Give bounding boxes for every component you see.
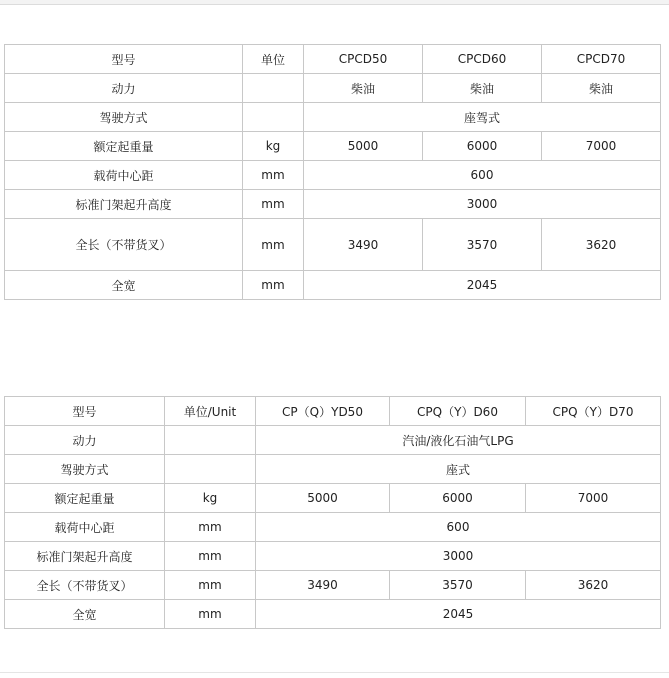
- load-value: 6000: [390, 484, 526, 513]
- model-cpqyd70: CPQ（Y）D70: [526, 397, 661, 426]
- width-label: 全宽: [5, 600, 165, 629]
- lift-unit: mm: [243, 190, 304, 219]
- table-row: [5, 219, 661, 271]
- load-unit: kg: [165, 484, 256, 513]
- table-row: [5, 484, 661, 513]
- table-row: [5, 600, 661, 629]
- center-label: 载荷中心距: [5, 161, 243, 190]
- table-header-row: [5, 45, 661, 74]
- unit-label: 单位/Unit: [165, 397, 256, 426]
- width-unit: mm: [243, 271, 304, 300]
- unit-label: 单位: [243, 45, 304, 74]
- length-value: 3570: [423, 219, 542, 271]
- length-value: 3570: [390, 571, 526, 600]
- model-cpcd50: CPCD50: [304, 45, 423, 74]
- load-value: 5000: [256, 484, 390, 513]
- length-label: 全长（不带货叉）: [5, 219, 243, 271]
- width-value: 2045: [304, 271, 661, 300]
- length-value: 3620: [542, 219, 661, 271]
- spec-table-diesel: [4, 44, 661, 300]
- length-unit: mm: [165, 571, 256, 600]
- driving-label: 驾驶方式: [5, 103, 243, 132]
- lift-label: 标准门架起升高度: [5, 542, 165, 571]
- load-value: 7000: [526, 484, 661, 513]
- table-header-row: [5, 397, 661, 426]
- center-label: 载荷中心距: [5, 513, 165, 542]
- power-label: 动力: [5, 74, 243, 103]
- driving-value: 座式: [256, 455, 661, 484]
- length-label: 全长（不带货叉）: [5, 571, 165, 600]
- driving-unit: [165, 455, 256, 484]
- width-unit: mm: [165, 600, 256, 629]
- table-row: [5, 542, 661, 571]
- load-value: 5000: [304, 132, 423, 161]
- model-cpqyd60: CPQ（Y）D60: [390, 397, 526, 426]
- center-unit: mm: [165, 513, 256, 542]
- length-value: 3620: [526, 571, 661, 600]
- table-row: [5, 190, 661, 219]
- power-value: 汽油/液化石油气LPG: [256, 426, 661, 455]
- power-value: 柴油: [423, 74, 542, 103]
- power-value: 柴油: [304, 74, 423, 103]
- length-value: 3490: [256, 571, 390, 600]
- model-label: 型号: [5, 45, 243, 74]
- power-value: 柴油: [542, 74, 661, 103]
- load-unit: kg: [243, 132, 304, 161]
- power-label: 动力: [5, 426, 165, 455]
- lift-value: 3000: [256, 542, 661, 571]
- table-row: [5, 132, 661, 161]
- center-unit: mm: [243, 161, 304, 190]
- lift-value: 3000: [304, 190, 661, 219]
- model-cpqyd50: CP（Q）YD50: [256, 397, 390, 426]
- center-value: 600: [256, 513, 661, 542]
- driving-label: 驾驶方式: [5, 455, 165, 484]
- table-row: [5, 271, 661, 300]
- table-row: [5, 513, 661, 542]
- power-unit: [243, 74, 304, 103]
- model-cpcd70: CPCD70: [542, 45, 661, 74]
- page-top-divider: [0, 4, 669, 5]
- table-row: [5, 571, 661, 600]
- length-value: 3490: [304, 219, 423, 271]
- center-value: 600: [304, 161, 661, 190]
- spec-table-gasoline-lpg: [4, 396, 661, 629]
- width-value: 2045: [256, 600, 661, 629]
- load-value: 7000: [542, 132, 661, 161]
- table-row: [5, 161, 661, 190]
- table-row: [5, 455, 661, 484]
- lift-unit: mm: [165, 542, 256, 571]
- driving-value: 座驾式: [304, 103, 661, 132]
- model-label: 型号: [5, 397, 165, 426]
- table-row: [5, 426, 661, 455]
- model-cpcd60: CPCD60: [423, 45, 542, 74]
- table-row: [5, 74, 661, 103]
- length-unit: mm: [243, 219, 304, 271]
- page-bottom-divider: [0, 672, 669, 673]
- load-label: 额定起重量: [5, 132, 243, 161]
- table-row: [5, 103, 661, 132]
- width-label: 全宽: [5, 271, 243, 300]
- load-label: 额定起重量: [5, 484, 165, 513]
- power-unit: [165, 426, 256, 455]
- driving-unit: [243, 103, 304, 132]
- lift-label: 标准门架起升高度: [5, 190, 243, 219]
- load-value: 6000: [423, 132, 542, 161]
